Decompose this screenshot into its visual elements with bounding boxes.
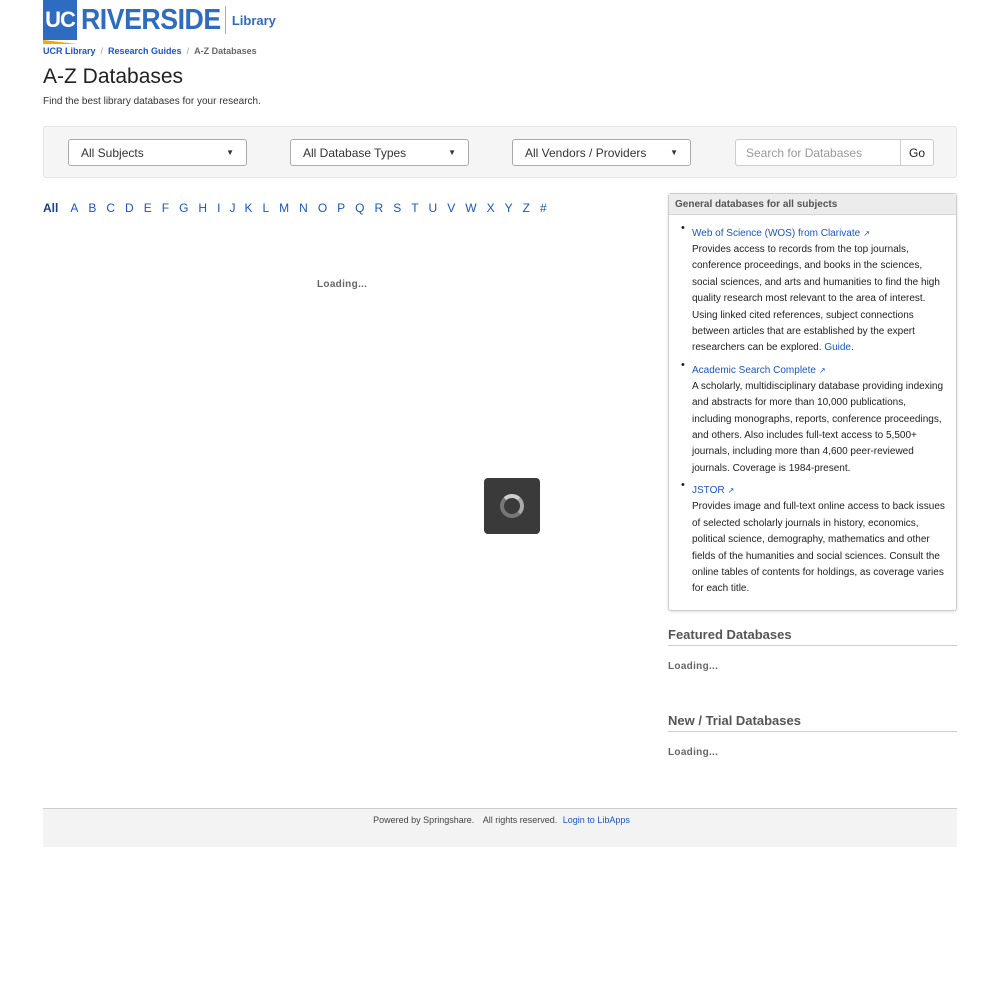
vendors-select[interactable] [512, 139, 691, 166]
az-letter-nav [43, 201, 547, 215]
database-types-select[interactable] [290, 139, 469, 166]
az-letter-g[interactable]: G [179, 201, 189, 215]
az-letter-f[interactable]: F [161, 201, 170, 215]
database-description: A scholarly, multidisciplinary database providing indexing and abstracts for more than 10,000 publications, including monographs, reports, conference proceedings, and others. Also includes full-text access to 5,500+ journals, including more than 4,600 peer-reviewed journals. Coverage is 1984-present. [692, 380, 944, 474]
panel-heading: General databases for all subjects [669, 194, 956, 215]
breadcrumb-separator: / [186, 46, 190, 56]
featured-databases-loading: Loading... [668, 661, 719, 672]
external-link-icon: ↗ [863, 229, 870, 238]
ucr-library-logo[interactable] [43, 0, 276, 40]
list-item [692, 480, 946, 597]
breadcrumb-ucr-library[interactable]: UCR Library [43, 46, 96, 56]
az-letter-e[interactable]: E [143, 201, 152, 215]
az-letter-t[interactable]: T [411, 201, 419, 215]
az-letter-q[interactable]: Q [355, 201, 365, 215]
az-letter-k[interactable]: K [244, 201, 253, 215]
az-letter-b[interactable]: B [88, 201, 97, 215]
az-letter-d[interactable]: D [125, 201, 134, 215]
az-letter-all[interactable]: All [43, 201, 59, 215]
chevron-down-icon: ▼ [670, 148, 678, 157]
az-letter-r[interactable]: R [374, 201, 384, 215]
az-letter-c[interactable]: C [106, 201, 116, 215]
az-letter-s[interactable]: S [393, 201, 402, 215]
footer [43, 808, 957, 847]
list-item [692, 223, 946, 357]
riverside-wordmark: RIVERSIDE [81, 4, 221, 36]
breadcrumb-separator: / [100, 46, 104, 56]
go-button[interactable]: Go [900, 139, 934, 166]
footer-powered-by: Powered by Springshare. [373, 815, 475, 825]
database-description: Provides access to records from the top journals, conference proceedings, and books in the sciences, social sciences, and arts and humanities to find the high quality research most relevant to the area of interest. Using linked cited references, subject connections between articles that are established by the expert researchers can be explored. Guide. [692, 244, 940, 354]
az-letter-u[interactable]: U [428, 201, 438, 215]
external-link-icon: ↗ [818, 365, 826, 375]
list-item [692, 360, 946, 477]
az-letter-x[interactable]: X [486, 201, 495, 215]
az-letter-w[interactable]: W [465, 201, 477, 215]
breadcrumb-current: A-Z Databases [194, 46, 257, 56]
az-letter-a[interactable]: A [70, 201, 79, 215]
database-link-web-of-science[interactable]: Web of Science (WOS) from Clarivate ↗ [692, 228, 870, 239]
database-search-input[interactable]: Search for Databases [735, 139, 900, 166]
spinner-icon [500, 494, 524, 518]
az-letter-v[interactable]: V [447, 201, 456, 215]
az-letter-y[interactable]: Y [504, 201, 513, 215]
logo-divider [225, 6, 226, 34]
database-link-jstor[interactable]: JSTOR ↗ [692, 485, 735, 497]
az-letter-z[interactable]: Z [522, 201, 530, 215]
az-letter-n[interactable]: N [299, 201, 308, 215]
vendors-select-value: All Vendors / Providers [525, 145, 647, 160]
general-databases-panel [668, 193, 957, 611]
az-letter-l[interactable]: L [262, 201, 270, 215]
page-title: A-Z Databases [43, 65, 184, 88]
az-letter-j[interactable]: J [229, 201, 236, 215]
database-link-academic-search-complete[interactable]: Academic Search Complete ↗ [692, 364, 826, 376]
logo-library-label: Library [231, 12, 276, 28]
breadcrumb [43, 46, 257, 56]
featured-databases-heading: Featured Databases [668, 627, 957, 646]
filter-bar [43, 126, 957, 178]
new-trial-databases-loading: Loading... [668, 747, 719, 758]
database-types-select-value: All Database Types [303, 145, 407, 160]
database-description: Provides image and full-text online access to back issues of selected scholarly journals in history, economics, political science, demography, mathematics and other fields of the humanities and social sciences. Consult the online tables of contents for holdings, as coverage varies for each title. [692, 501, 945, 595]
page-subtitle: Find the best library databases for your research. [43, 96, 261, 107]
subjects-select-value: All Subjects [81, 145, 144, 160]
az-letter-m[interactable]: M [279, 201, 290, 215]
login-to-libapps-link[interactable]: Login to LibApps [562, 815, 630, 825]
database-list-loading: Loading... [317, 279, 368, 290]
chevron-down-icon: ▼ [226, 148, 234, 157]
az-letter-numeric[interactable]: # [539, 201, 547, 215]
footer-rights: All rights reserved. [482, 815, 558, 825]
chevron-down-icon: ▼ [448, 148, 456, 157]
az-letter-o[interactable]: O [317, 201, 328, 215]
loading-overlay [484, 478, 540, 534]
az-letter-i[interactable]: I [217, 201, 221, 215]
external-link-icon: ↗ [727, 486, 735, 496]
new-trial-databases-heading: New / Trial Databases [668, 713, 957, 732]
subjects-select[interactable] [68, 139, 247, 166]
breadcrumb-research-guides[interactable]: Research Guides [108, 46, 182, 56]
uc-logo-mark: UC [43, 0, 77, 40]
az-letter-p[interactable]: P [337, 201, 346, 215]
guide-link[interactable]: Guide [824, 342, 851, 354]
az-letter-h[interactable]: H [198, 201, 208, 215]
